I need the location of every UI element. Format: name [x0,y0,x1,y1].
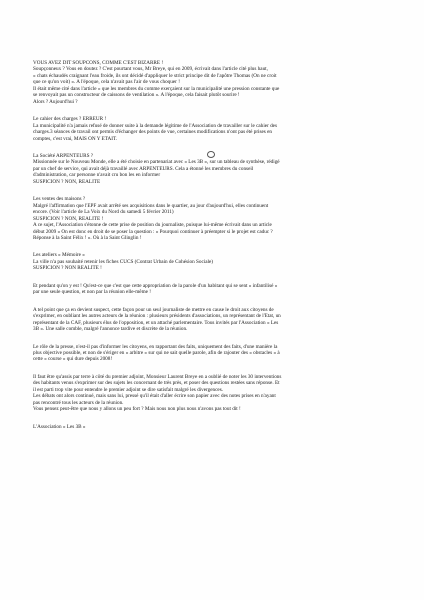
text-line: Réponse à la Saint Félix ! ». Où à la Saint Glinglin ! [33,234,142,241]
section-title: La Société ARPENTEURS ? [33,152,94,159]
spacer [33,413,398,424]
text-line: des habitants venus s'exprimer sur des sujets les concernant de très près, et poser des questions restées sans réponse. Et [33,380,280,387]
ring-mark [207,151,215,158]
text-line: SUSPICION ? NON, REALITE ! [33,215,104,222]
text-line: d'administration, car personne n'avait cru bon les en informer [33,172,161,179]
text-line: s'exprimer, en oubliant les autres acteurs de la réunion : plusieurs présidents d'associations, un représentant de l'Etat, un [33,313,281,320]
text-line: Il faut être qu'assis par terre à côté du premier adjoint, Monsieur Laurent Breye en a oublié de noter les 30 interventions [33,373,282,380]
section-appropriation-parole [33,283,398,296]
section-title: Les ventes des maisons ? [33,196,86,203]
text-line: « chats échaudés craignant l'eau froide, ils ont décidé d'appliquer le strict principe dit de l'apôtre Thomas (On ne croit [33,72,277,79]
spacer [33,241,398,252]
spacer [33,142,398,153]
text-line: comptes, c'est vrai, MAIS ON Y ETAIT. [33,135,118,142]
document-body [33,60,398,430]
section-premier-adjoint [33,374,398,413]
text-line: par un chef de service, qui avait déjà travaillé avec ARPENTEURS. Cela a étonné les membres du conseil [33,165,254,172]
section-title: Les ateliers « Mémoire » [33,252,85,259]
section-ateliers-memoire [33,252,398,271]
text-line: Malgré l'affirmation que l'EPF avait arrêté ses acquisitions dans le quartier, au jour d'aujourd'hui, elles continuent [33,202,269,209]
text-line: La municipalité n'a jamais refusé de donner suite à la demande légitime de l'Association de travailler sur le cahier des [33,122,278,129]
text-line: représentant de la CAF, plusieurs élus de l'opposition, et un attaché parlementaire. Tous invités par l'Association « Les [33,319,279,326]
spacer [33,185,398,196]
text-line: SUSPICION ? NON, REALITE [33,178,101,185]
text-line: se renvoyait pas un constructeur de caissons de ventilation ». A l'époque, cela faisait plutôt sourire ! [33,92,240,99]
text-line: La ville n'a pas souhaité retenir les fiches CUCS (Contrat Urbain de Cohésion Sociale) [33,258,214,265]
text-line: Le rôle de la presse, n'est-il pas d'informer les citoyens, en rapportant des faits, uniquement des faits, d'une manière la [33,343,278,350]
text-line: Soupçonneux ? Vous en doutez ? C'est pourtant vous, Mr Breye, qui en 2009, écrivait dans l'article cité plus haut, [33,66,268,73]
section-arpenteurs [33,153,398,185]
text-line: Missionnée sur le Nouveau Monde, elle a été choisie en partenariat avec « Les 3B », sur un tableau de synthèse, rédigé [33,159,280,166]
section-role-presse [33,344,398,363]
spacer [33,296,398,307]
text-line: pas rencontré tous les acteurs de la réunion. [33,399,124,406]
text-line: il est parti trop vite pour entendre le premier adjoint se dire satisfait malgré les divergences. [33,386,224,393]
text-line: encore. (Voir l'article de La Voix du Nord du samedi 5 février 2011) [33,209,174,216]
text-line: 3B ». Une salle comble, malgré l'annonce tardive et discrète de la réunion. [33,326,188,333]
text-line: charges.3 séances de travail ont permis d'échanger des points de vue, certaines modifications n'ont pas été prises en [33,129,273,136]
section-title: Le cahier des charges ? ERREUR ! [33,116,107,123]
text-line: plus objective possible, et non de s'ériger en « arbitre » sur qui ne sait quelle parole, afin de rajouter des « obstacles » à [33,349,280,356]
text-line: début 2009 « On est donc en droit de se poser la question : « Pourquoi continuer à préempter si le projet est caduc ? [33,228,273,235]
text-line: Les débats ont alors continué, mais sans lui, pressé qu'il était d'aller écrire son papier avec des notes prises en n'ayant [33,393,276,400]
section-signature [33,424,398,430]
section-soupcons [33,60,398,105]
spacer [33,363,398,374]
text-line: Et pendant qu'on y est ! Qu'est-ce que c'est que cette appropriation de la parole d'un habitant qui se sent « infantilisé » [33,282,278,289]
section-ventes-maisons [33,196,398,241]
spacer [33,105,398,116]
signature-line: L'Association « Les 3B » [33,423,86,430]
text-line: par une seule question, et non par la réunion elle-même ! [33,289,151,296]
text-line: Alors ? Aujourd'hui ? [33,98,78,105]
section-journaliste-suspect [33,307,398,333]
spacer [33,272,398,283]
text-line: Vous pensez peut-être que nous y allons un peu fort ? Mais nous non plus nous n'avons pas tout dit ! [33,406,241,413]
spacer [33,333,398,344]
text-line: A ce sujet, l'Association s'étonne de cette prise de position du journaliste, puisque lui-même écrivait dans un article [33,222,272,229]
text-line: cette « course » qui dure depuis 2008! [33,356,113,363]
text-line: Il était même cité dans l'article « que les membres du comme exerçaient sur la municipalité une pression constante que [33,85,280,92]
section-cahier-des-charges [33,116,398,142]
text-line: A tel point que ça en devient suspect, cette façon pour un seul journaliste de mettre en cause le droit aux citoyens de [33,306,274,313]
section-title: VOUS AVEZ DIT SOUPCONS, COMME C'EST BIZARRE ! [33,60,164,66]
text-line: que ce qu'on voit) ». A l'époque, cela n'avait pas l'air de vous choquer ! [33,79,180,86]
text-line: SUSPICION ? NON REALITE ! [33,265,102,272]
